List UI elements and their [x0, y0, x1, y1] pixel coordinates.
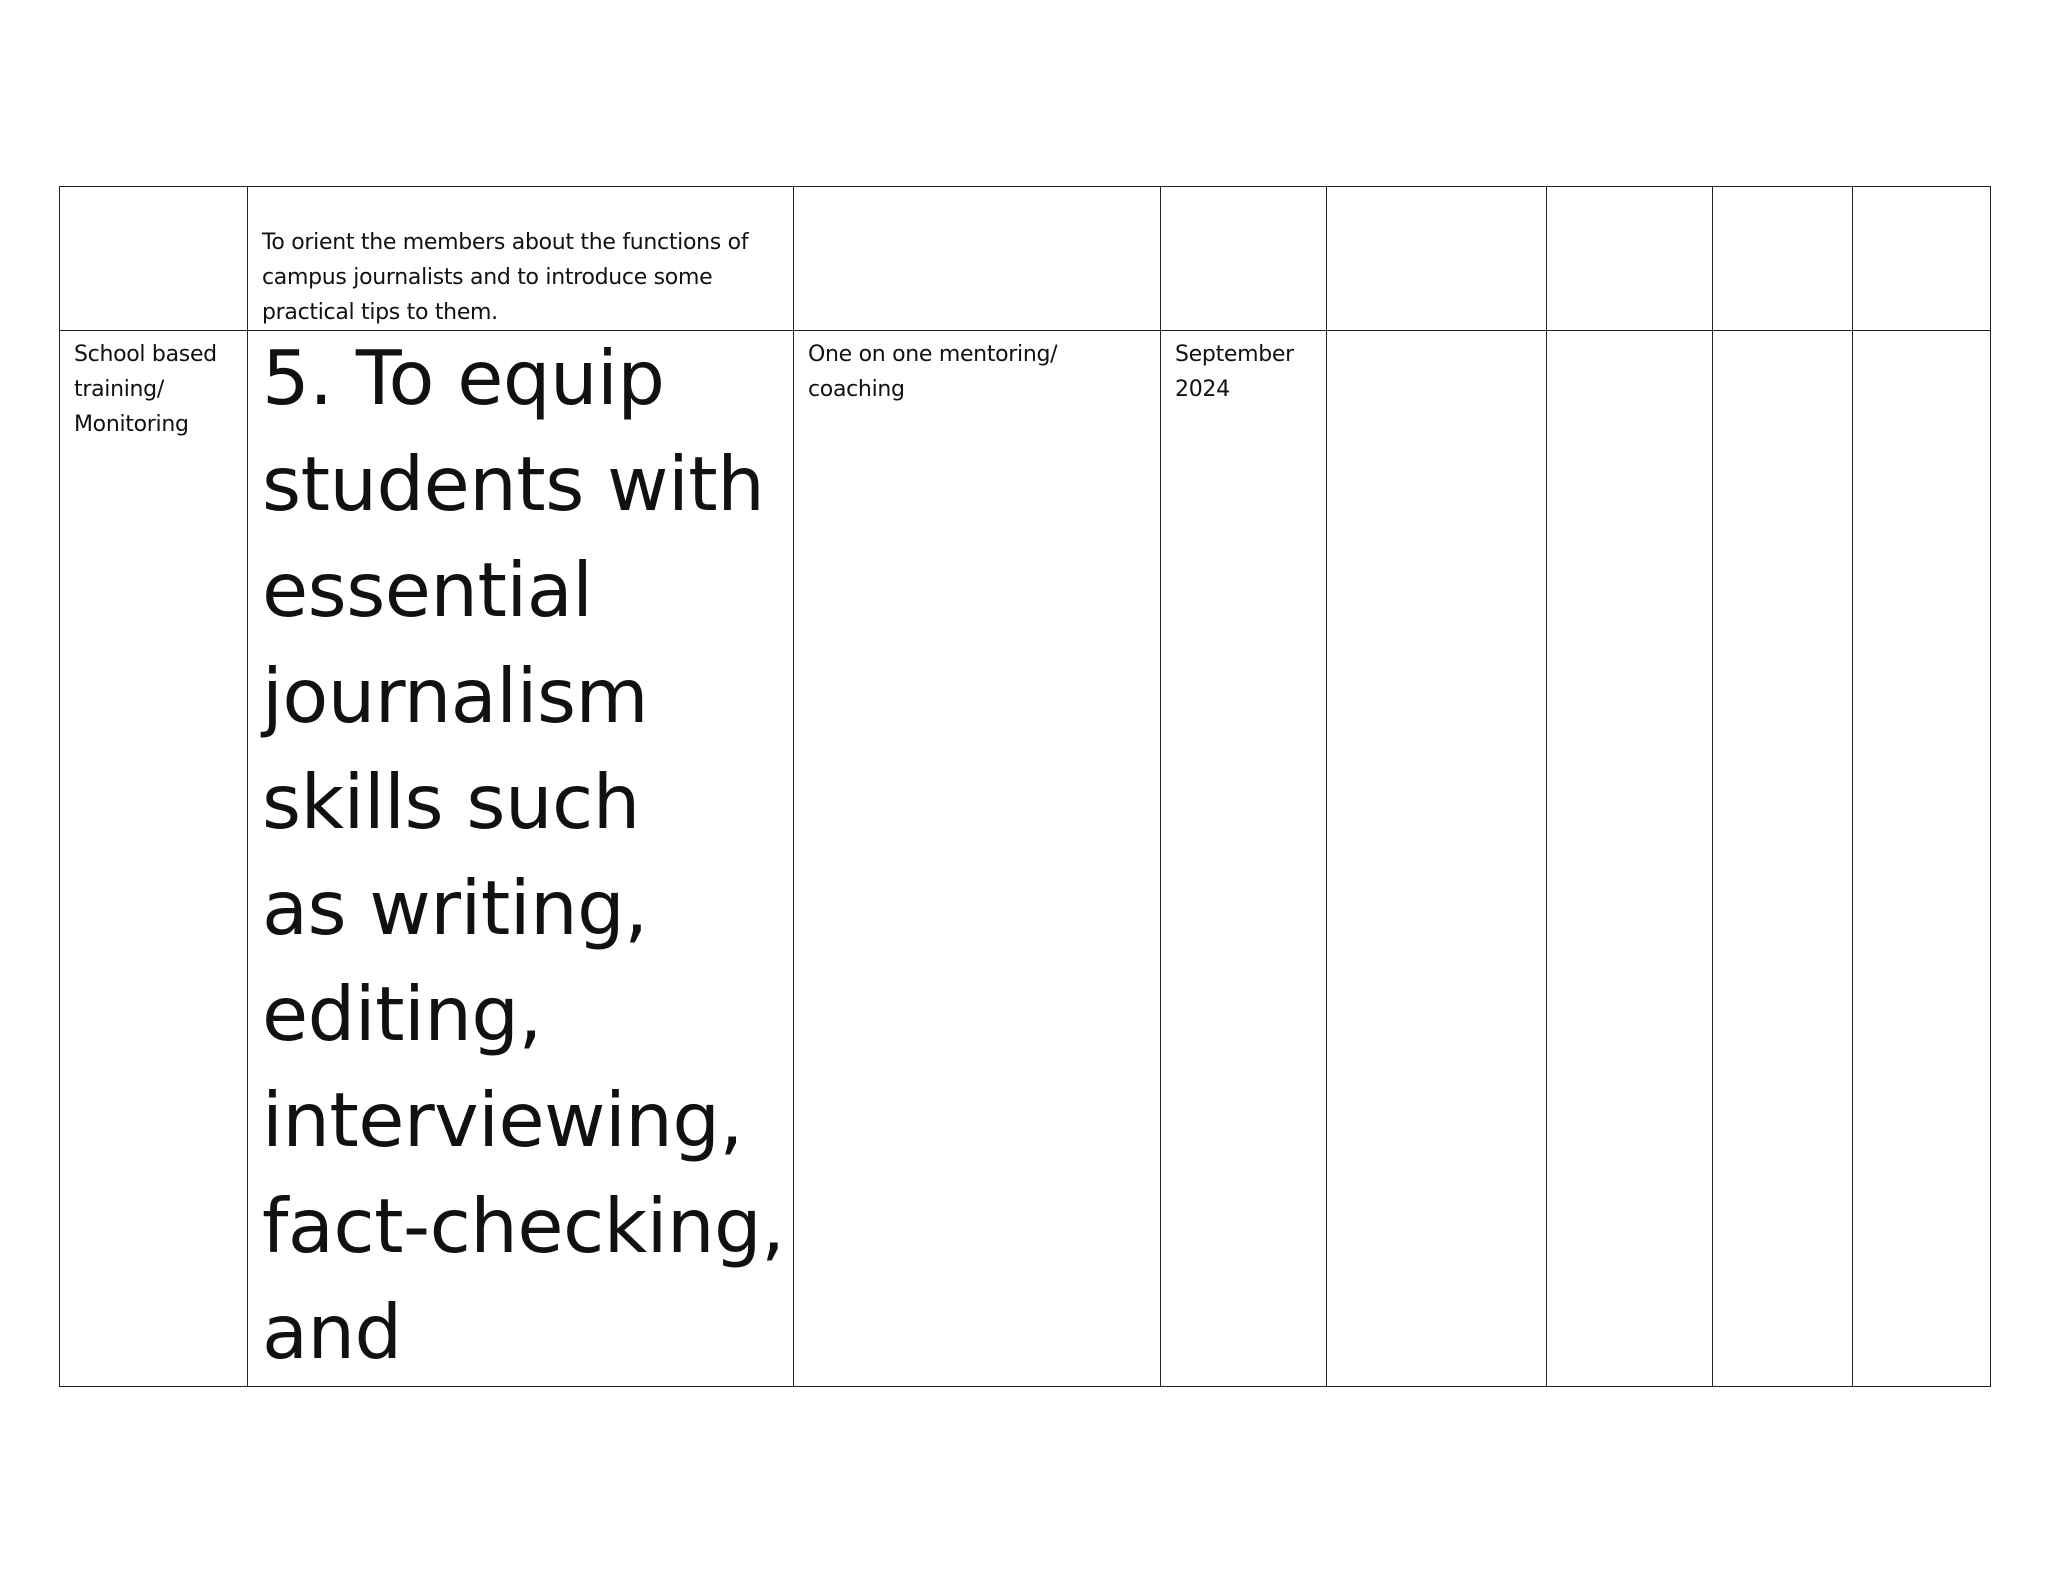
- objective-line: essential: [262, 546, 593, 634]
- objective-cell: [248, 331, 794, 1387]
- objective-line: as writing,: [262, 864, 648, 952]
- objective-line: interviewing,: [262, 1076, 743, 1164]
- objective-line: editing,: [262, 970, 542, 1058]
- empty-cell: [1713, 331, 1853, 1387]
- empty-cell: [1853, 187, 1991, 331]
- strategy-cell: [794, 187, 1161, 331]
- timeline-cell: [1161, 187, 1327, 331]
- objective-large-text: [248, 331, 793, 1386]
- strategy-text: One on one mentoring/ coaching: [808, 342, 1058, 402]
- empty-cell: [1327, 187, 1547, 331]
- empty-cell: [1713, 187, 1853, 331]
- empty-cell: [1327, 331, 1547, 1387]
- objective-cell: [248, 187, 794, 331]
- table-row: [60, 331, 1991, 1387]
- activity-text: School based training/ Monitoring: [74, 342, 217, 437]
- objective-line: skills such: [262, 758, 640, 846]
- objective-line: 5. To equip: [262, 334, 665, 422]
- empty-cell: [1853, 331, 1991, 1387]
- action-plan-table: [59, 186, 1991, 1387]
- activity-cell: [60, 187, 248, 331]
- timeline-text: September 2024: [1175, 342, 1294, 402]
- strategy-cell: [794, 331, 1161, 1387]
- objective-text: To orient the members about the functions of campus journalists and to introduce some practical tips to them.: [262, 230, 749, 325]
- activity-cell: [60, 331, 248, 1387]
- empty-cell: [1547, 187, 1713, 331]
- objective-line: fact-checking,: [262, 1182, 785, 1270]
- objective-line: students with: [262, 440, 765, 528]
- objective-line: and: [262, 1288, 402, 1376]
- table-row: [60, 187, 1991, 331]
- objective-line: journalism: [262, 652, 649, 740]
- timeline-cell: [1161, 331, 1327, 1387]
- empty-cell: [1547, 331, 1713, 1387]
